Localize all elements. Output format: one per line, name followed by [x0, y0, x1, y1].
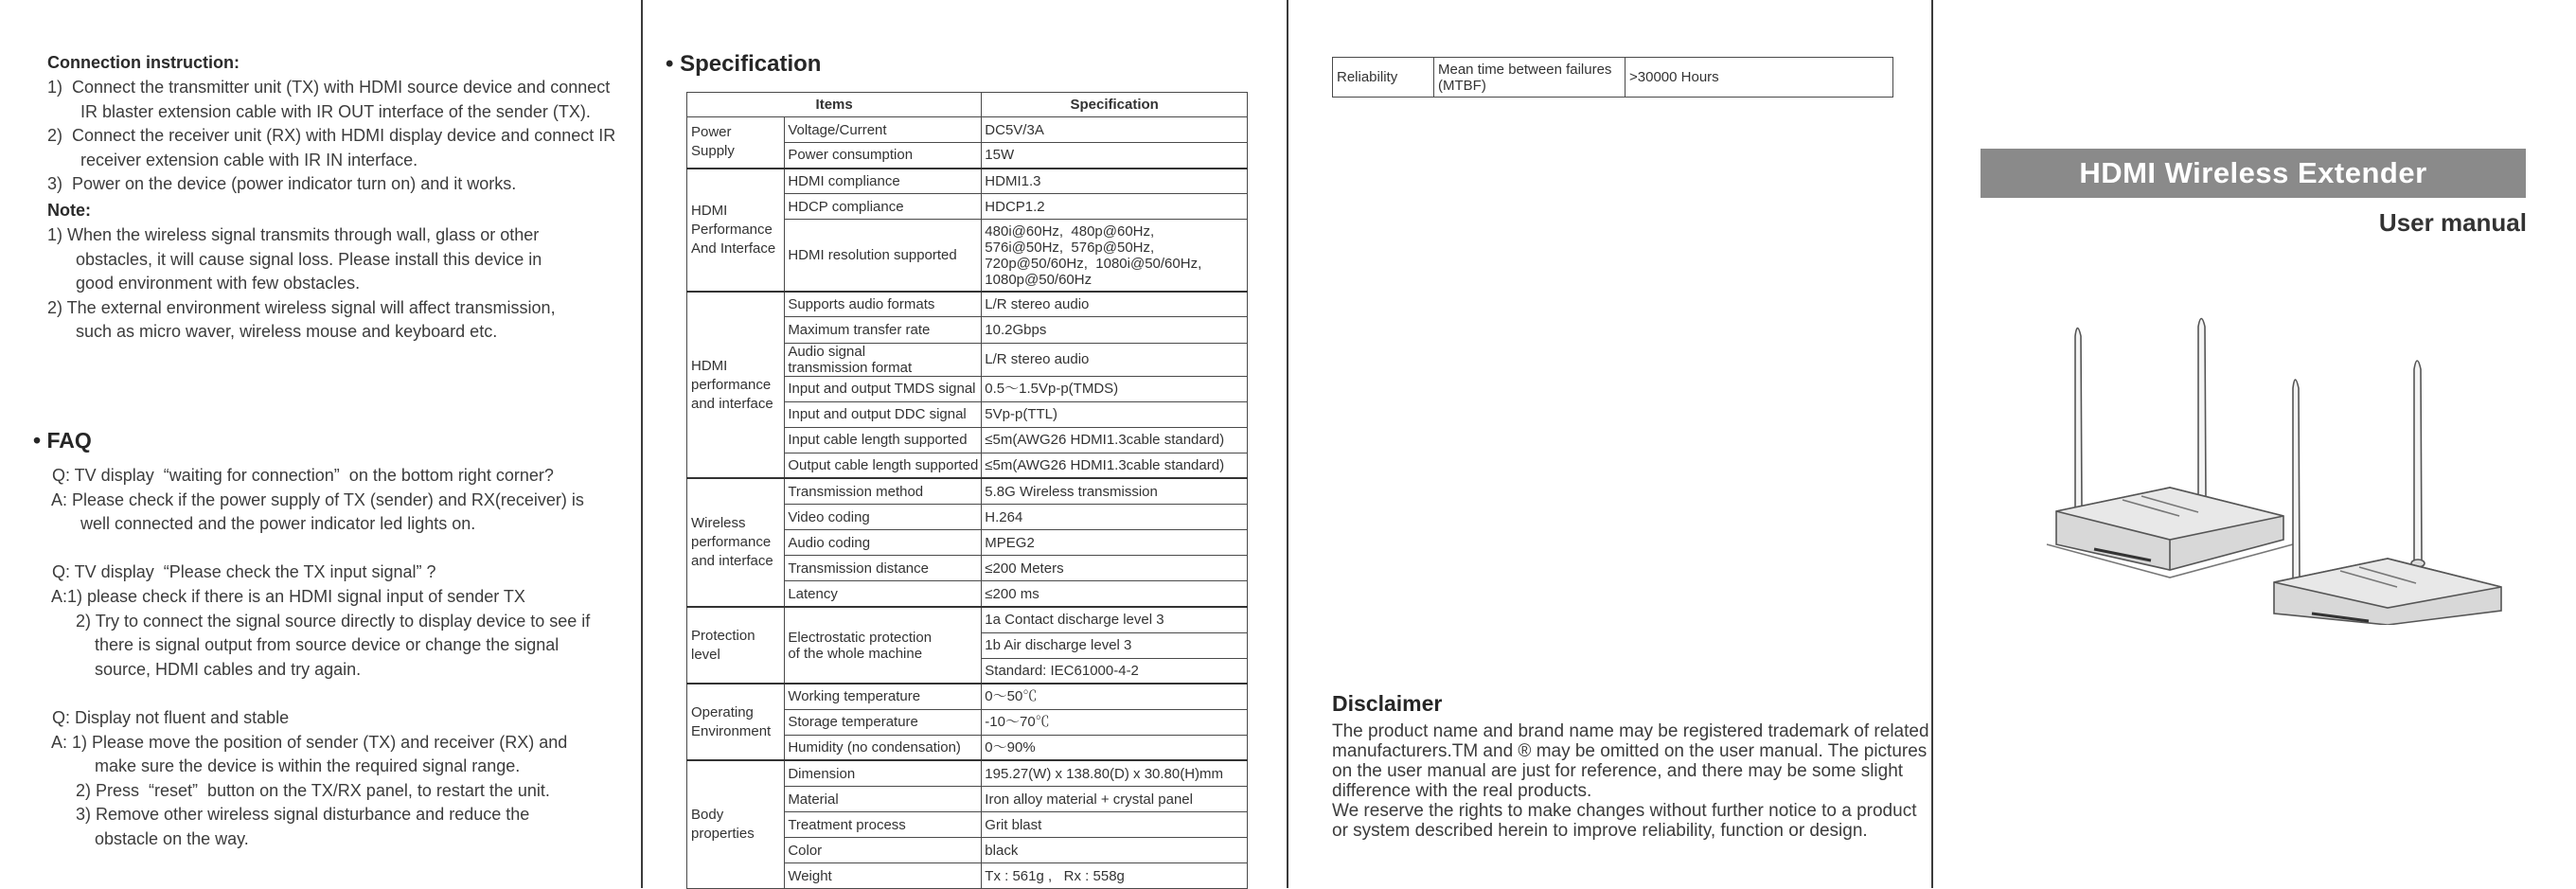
cover-title: HDMI Wireless Extender — [2079, 156, 2427, 189]
spec-value: DC5V/3A — [982, 117, 1248, 143]
faq-line: well connected and the power indicator led lights on. — [43, 514, 476, 534]
spec-group-name: HDMI performance and interface — [687, 292, 785, 479]
spec-value: 0～50℃ — [982, 684, 1248, 709]
spec-value: H.264 — [982, 505, 1248, 530]
spec-value: MPEG2 — [982, 530, 1248, 556]
connection-title: Connection instruction: — [47, 53, 240, 72]
spec-parameter: Weight — [785, 863, 982, 889]
spec-value: Tx : 561g , Rx : 558g — [982, 863, 1248, 889]
spec-group-name: Body properties — [687, 760, 785, 888]
faq-line: 2) Try to connect the signal source directly to display device to see if — [43, 611, 591, 631]
spec-value: L/R stereo audio — [982, 343, 1248, 376]
reliability-table — [1332, 57, 1893, 98]
panel-disclaimer — [1288, 0, 1931, 888]
spec-parameter: Input and output DDC signal — [785, 401, 982, 427]
faq-line: A: Please check if the power supply of TX (sender) and RX(receiver) is — [43, 489, 584, 509]
spec-parameter: Storage temperature — [785, 709, 982, 735]
spec-parameter: Electrostatic protection of the whole machine — [785, 607, 982, 684]
spec-parameter: Input cable length supported — [785, 427, 982, 453]
spec-parameter: Dimension — [785, 760, 982, 786]
faq-line: make sure the device is within the required signal range. — [43, 756, 521, 776]
reliability-value: >30000 Hours — [1626, 58, 1893, 98]
spec-value: Iron alloy material + crystal panel — [982, 787, 1248, 812]
spec-value: -10～70℃ — [982, 709, 1248, 735]
note-line: 2) The external environment wireless signal will affect transmission, — [47, 297, 556, 317]
reliability-item: Reliability — [1333, 58, 1434, 98]
spec-parameter: Working temperature — [785, 684, 982, 709]
faq-line: 2) Press “reset” button on the TX/RX panel, to restart the unit. — [43, 780, 550, 800]
spec-parameter: Power consumption — [785, 143, 982, 169]
spec-value: 0～90% — [982, 735, 1248, 760]
spec-row — [687, 169, 1248, 194]
faq-line: 3) Remove other wireless signal disturbance and reduce the — [43, 805, 530, 825]
spec-parameter: Output cable length supported — [785, 453, 982, 478]
spec-value: ≤200 Meters — [982, 556, 1248, 581]
spec-value: ≤200 ms — [982, 581, 1248, 607]
faq-line: A: 1) Please move the position of sender (TX) and receiver (RX) and — [43, 732, 568, 752]
spec-parameter: Video coding — [785, 505, 982, 530]
spec-group-name: Protection level — [687, 607, 785, 684]
spec-parameter: Color — [785, 838, 982, 863]
specification-table — [686, 92, 1248, 889]
disclaimer-title: Disclaimer — [1332, 691, 1443, 716]
faq-line: source, HDMI cables and try again. — [43, 659, 362, 679]
spec-row — [687, 607, 1248, 632]
faq-title: • FAQ — [33, 428, 92, 453]
spec-parameter: Transmission method — [785, 478, 982, 504]
disclaimer-line: We reserve the rights to make changes without further notice to a product — [1332, 801, 1917, 821]
spec-value: HDCP1.2 — [982, 194, 1248, 220]
spec-row — [687, 478, 1248, 504]
connection-line: receiver extension cable with IR IN interface. — [47, 150, 418, 169]
spec-parameter: Material — [785, 787, 982, 812]
spec-parameter: Maximum transfer rate — [785, 317, 982, 343]
spec-group-name: Wireless performance and interface — [687, 478, 785, 606]
spec-value: 10.2Gbps — [982, 317, 1248, 343]
connection-line: 1) Connect the transmitter unit (TX) with HDMI source device and connect — [47, 78, 611, 97]
note-line: 1) When the wireless signal transmits through wall, glass or other — [47, 225, 540, 244]
spec-row — [687, 117, 1248, 143]
spec-parameter: Transmission distance — [785, 556, 982, 581]
specification-title: • Specification — [666, 51, 822, 77]
spec-value: Grit blast — [982, 812, 1248, 838]
spec-parameter: HDMI compliance — [785, 169, 982, 194]
spec-parameter: Humidity (no condensation) — [785, 735, 982, 760]
spec-row — [687, 760, 1248, 786]
header-specification: Specification — [982, 93, 1248, 117]
spec-value: ≤5m(AWG26 HDMI1.3cable standard) — [982, 453, 1248, 478]
spec-parameter: HDMI resolution supported — [785, 220, 982, 292]
disclaimer-line: on the user manual are just for reference, and there may be some slight — [1332, 761, 1904, 781]
spec-parameter: Audio coding — [785, 530, 982, 556]
note-line: good environment with few obstacles. — [47, 274, 361, 293]
faq-line: Q: Display not fluent and stable — [43, 708, 290, 727]
spec-value: 15W — [982, 143, 1248, 169]
faq-line: A:1) please check if there is an HDMI signal input of sender TX — [43, 587, 525, 606]
spec-group-name: HDMI Performance And Interface — [687, 169, 785, 292]
spec-value: 1b Air discharge level 3 — [982, 632, 1248, 658]
spec-parameter: HDCP compliance — [785, 194, 982, 220]
disclaimer-line: or system described herein to improve reliability, function or design. — [1332, 821, 1868, 841]
panel-specification — [643, 0, 1287, 888]
spec-value: 480i@60Hz, 480p@60Hz, 576i@50Hz, 576p@50Hz, 720p@50/60Hz, 1080i@50/60Hz, 1080p@50/60Hz — [982, 220, 1248, 292]
spec-parameter: Latency — [785, 581, 982, 607]
spec-parameter: Input and output TMDS signal — [785, 376, 982, 401]
disclaimer-line: manufacturers.TM and ® may be omitted on the user manual. The pictures — [1332, 741, 1928, 761]
reliability-param: Mean time between failures (MTBF) — [1434, 58, 1626, 98]
connection-line: IR blaster extension cable with IR OUT interface of the sender (TX). — [47, 101, 591, 121]
faq-line: Q: TV display “Please check the TX input signal” ? — [43, 562, 436, 582]
spec-parameter: Voltage/Current — [785, 117, 982, 143]
note-line: such as micro waver, wireless mouse and keyboard etc. — [47, 322, 498, 342]
note-title: Note: — [47, 201, 91, 220]
faq-line: obstacle on the way. — [43, 829, 249, 848]
spec-value: 5.8G Wireless transmission — [982, 478, 1248, 504]
faq-line: there is signal output from source device or change the signal — [43, 635, 560, 655]
spec-parameter: Audio signal transmission format — [785, 343, 982, 376]
spec-row — [687, 684, 1248, 709]
spec-row — [687, 292, 1248, 317]
spec-parameter: Supports audio formats — [785, 292, 982, 317]
disclaimer-line: The product name and brand name may be registered trademark of related — [1332, 721, 1929, 741]
spec-parameter: Treatment process — [785, 812, 982, 838]
cover-subtitle: User manual — [2378, 208, 2527, 237]
disclaimer-line: difference with the real products. — [1332, 781, 1592, 801]
product-image — [1990, 312, 2520, 625]
panel-cover — [1933, 0, 2576, 888]
spec-value: Standard: IEC61000-4-2 — [982, 658, 1248, 684]
spec-value: 0.5～1.5Vp-p(TMDS) — [982, 376, 1248, 401]
connection-line: 2) Connect the receiver unit (RX) with HDMI display device and connect IR — [47, 126, 616, 146]
spec-value: black — [982, 838, 1248, 863]
spec-value: 195.27(W) x 138.80(D) x 30.80(H)mm — [982, 760, 1248, 786]
spec-group-name: Operating Environment — [687, 684, 785, 760]
spec-group-name: Power Supply — [687, 117, 785, 169]
spec-value: ≤5m(AWG26 HDMI1.3cable standard) — [982, 427, 1248, 453]
spec-value: HDMI1.3 — [982, 169, 1248, 194]
note-line: obstacles, it will cause signal loss. Please install this device in — [47, 249, 542, 269]
panel-instructions — [0, 0, 641, 888]
title-banner — [1981, 149, 2526, 198]
spec-value: L/R stereo audio — [982, 292, 1248, 317]
header-items: Items — [687, 93, 982, 117]
faq-line: Q: TV display “waiting for connection” on the bottom right corner? — [43, 466, 554, 485]
spec-value: 1a Contact discharge level 3 — [982, 607, 1248, 632]
connection-line: 3) Power on the device (power indicator turn on) and it works. — [47, 174, 517, 194]
spec-value: 5Vp-p(TTL) — [982, 401, 1248, 427]
